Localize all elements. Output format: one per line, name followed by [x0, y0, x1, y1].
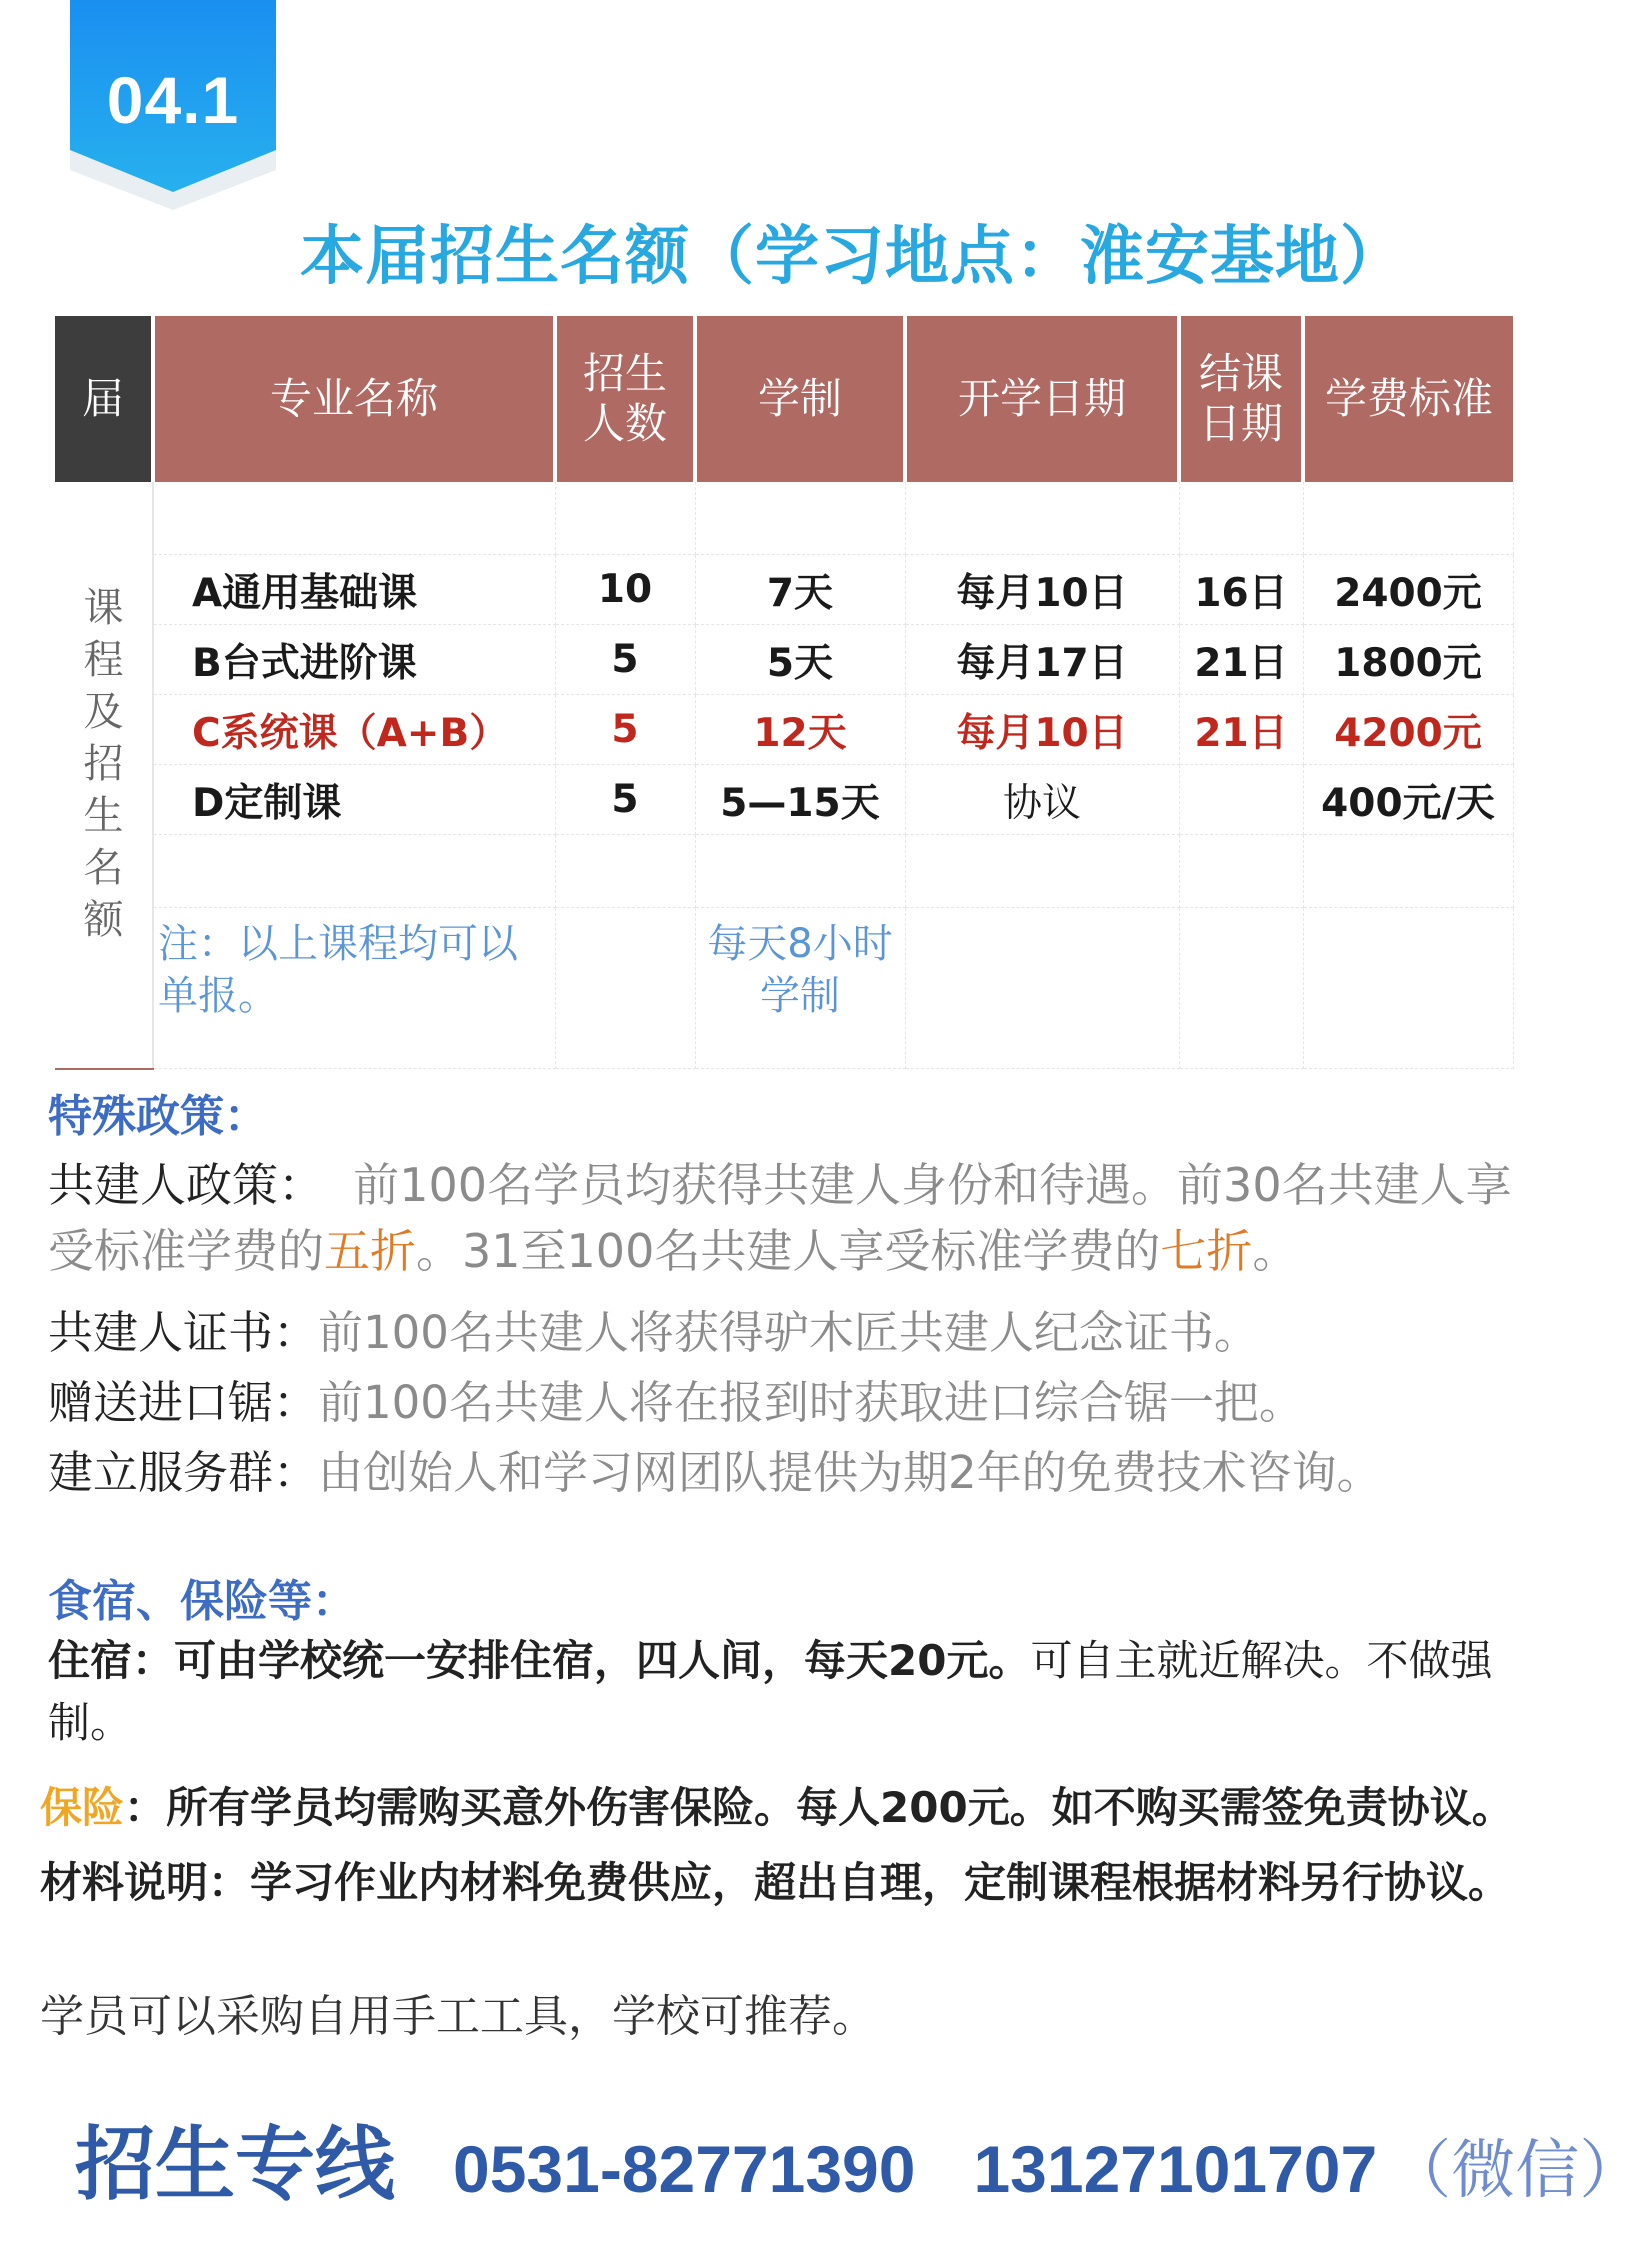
- hotline-phone-2[interactable]: 13127101707: [973, 2132, 1378, 2206]
- header-duration: 学制: [695, 316, 905, 482]
- table-note-row: [55, 908, 1513, 1069]
- hotline: [75, 2100, 1643, 2215]
- header-end: 结课 日期: [1179, 316, 1303, 482]
- policy-heading: 特殊政策：: [48, 1091, 268, 1142]
- page-title: 本届招生名额（学习地点：淮安基地）: [300, 220, 1405, 294]
- policy-certificate: 共建人证书：前100名共建人将获得驴木匠共建人纪念证书。: [48, 1306, 1259, 1359]
- section-badge: [70, 0, 276, 210]
- policy-builder: 共建人政策： 前100名学员均获得共建人身份和待遇。前30名共建人享受标准学费的五折。31至100名共建人享受标准学费的七折。: [48, 1158, 1512, 1278]
- insurance-info: 保险：所有学员均需购买意外伤害保险。每人200元。如不购买需签免责协议。: [40, 1783, 1514, 1832]
- side-label: 课程及招生名额: [55, 482, 153, 1069]
- hotline-label: 招生专线: [75, 2118, 395, 2211]
- table-row: D定制课 5 5—15天 协议 400元/天: [55, 765, 1513, 835]
- enrollment-table: [55, 316, 1514, 1070]
- header-session: 届: [55, 316, 153, 482]
- policy-service-group: 建立服务群：由创始人和学习网团队提供为期2年的免费技术咨询。: [48, 1446, 1382, 1499]
- header-fee: 学费标准: [1303, 316, 1513, 482]
- material-info: 材料说明：学习作业内材料免费供应，超出自理，定制课程根据材料另行协议。: [40, 1858, 1511, 1907]
- note-single-enroll: 注：以上课程均可以单报。: [153, 908, 555, 1069]
- hotline-wechat: （微信）: [1387, 2134, 1643, 2208]
- table-row: A通用基础课 10 7天 每月10日 16日 2400元: [55, 555, 1513, 625]
- tools-info: 学员可以采购自用手工工具，学校可推荐。: [40, 1991, 876, 2042]
- header-start: 开学日期: [905, 316, 1179, 482]
- table-header-row: [55, 316, 1513, 482]
- hotline-phone-1[interactable]: 0531-82771390: [453, 2132, 916, 2206]
- badge-label: 04.1: [106, 63, 240, 137]
- table-row: B台式进阶课 5 5天 每月17日 21日 1800元: [55, 625, 1513, 695]
- header-enroll: 招生 人数: [555, 316, 695, 482]
- table-row: [55, 835, 1513, 908]
- living-heading: 食宿、保险等：: [48, 1576, 356, 1627]
- policy-saw-gift: 赠送进口锯：前100名共建人将在报到时获取进口综合锯一把。: [48, 1376, 1304, 1429]
- note-daily-hours: 每天8小时学制: [695, 908, 905, 1069]
- stay-info: 住宿：可由学校统一安排住宿，四人间，每天20元。可自主就近解决。不做强制。: [48, 1636, 1493, 1747]
- table-row: [55, 482, 1513, 555]
- table-row: C系统课（A+B） 5 12天 每月10日 21日 4200元: [55, 695, 1513, 765]
- header-major: 专业名称: [153, 316, 555, 482]
